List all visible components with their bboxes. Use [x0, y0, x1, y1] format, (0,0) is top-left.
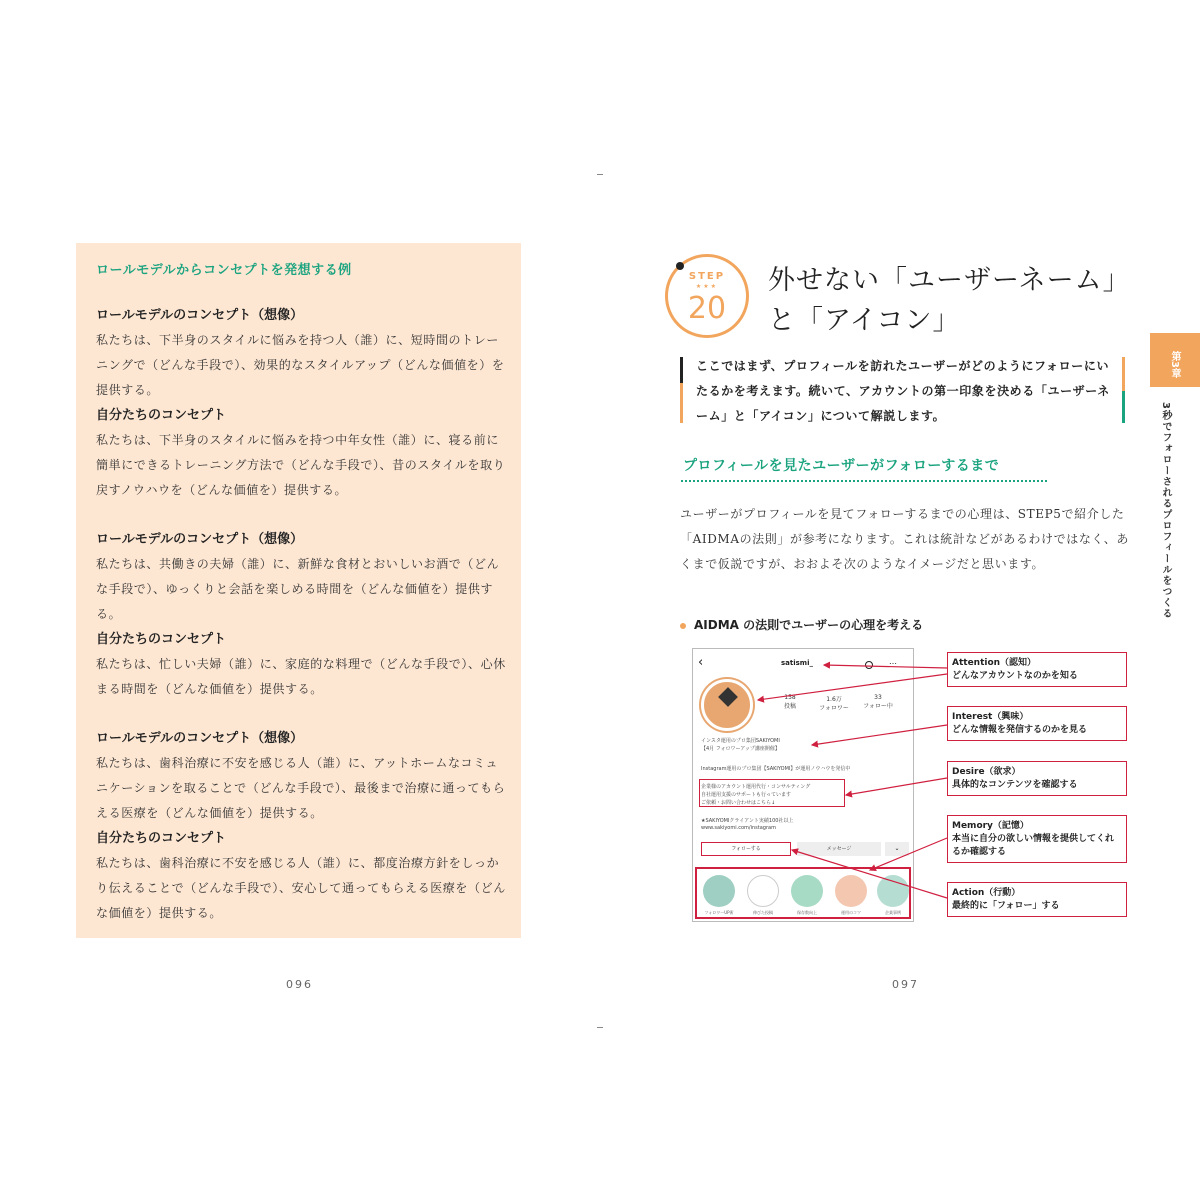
bio-highlight-box	[699, 779, 845, 807]
own-concept-title: 自分たちのコンセプト	[96, 408, 227, 423]
own-concept-text: 私たちは、忙しい夫婦（誰）に、家庭的な料理で（どんな手段で）、心休まる時間を（どんな価値を）提供する。	[96, 657, 506, 696]
page-number-right: 097	[892, 978, 919, 991]
bio-line: Instagram運用のプロ集団【SAKIYOMI】が運用ノウハウを発信中	[701, 766, 851, 772]
highlight-label: 企業事例	[885, 910, 901, 915]
bio-link[interactable]: www.sakiyomi.com/instagram	[701, 825, 776, 831]
highlight-circle[interactable]	[703, 875, 735, 907]
aidma-attention-box	[947, 652, 1127, 687]
stat-posts-label: 投稿	[783, 703, 796, 710]
highlight-circle[interactable]	[877, 875, 909, 907]
figure-caption-text: AIDMA の法則でユーザーの心理を考える	[694, 618, 924, 632]
intro-text: ここではまず、プロフィールを訪れたユーザーがどのようにフォローにいたるかを考えます。続いて、アカウントの第一印象を決める「ユーザーネーム」と「アイコン」について解説します。	[696, 359, 1110, 423]
stat-followers-num: 1.6万	[826, 696, 842, 703]
crop-mark-top	[597, 174, 603, 175]
page-number-left: 096	[286, 978, 313, 991]
own-concept-title: 自分たちのコンセプト	[96, 632, 227, 647]
message-button[interactable]: メッセージ	[797, 842, 881, 856]
highlight-label: フォロワーUP術	[704, 910, 734, 915]
role-model-concept-text: 私たちは、下半身のスタイルに悩みを持つ人（誰）に、短時間のトレーニングで（どんな手段で）、効果的なスタイルアップ（どんな価値を）を提供する。	[96, 333, 505, 397]
highlight-circle[interactable]	[791, 875, 823, 907]
role-model-concept-text: 私たちは、共働きの夫婦（誰）に、新鮮な食材とおいしいお酒で（どんな手段で）、ゆっくりと会話を楽しめる時間を（どんな価値を）提供する。	[96, 557, 500, 621]
example-block-2	[96, 527, 506, 702]
bio-line: ご依頼・お問い合わせはこちら↓	[701, 800, 776, 806]
aidma-desire-desc: 具体的なコンテンツを確認する	[952, 780, 1078, 790]
aidma-memory-desc: 本当に自分の欲しい情報を提供してくれるか確認する	[952, 834, 1115, 857]
suggest-dropdown-button[interactable]: ⌄	[885, 842, 909, 856]
aidma-action-title: Action（行動）	[952, 888, 1021, 898]
role-model-concept-title: ロールモデルのコンセプト（想像）	[96, 532, 304, 547]
bio-line: 企業様のアカウント運用代行・コンサルティング	[701, 784, 811, 790]
own-concept-title: 自分たちのコンセプト	[96, 831, 227, 846]
bio-line: 【4月 フォロワーアップ講座開催】	[701, 746, 780, 752]
aidma-action-box	[947, 882, 1127, 917]
example-block-1	[96, 303, 506, 503]
aidma-interest-box	[947, 706, 1127, 741]
figure-caption	[680, 616, 923, 633]
highlight-label: 運用のコツ	[841, 910, 861, 915]
profile-avatar	[701, 679, 753, 731]
stat-posts-num: 158	[784, 694, 796, 701]
crop-mark-bottom	[597, 1027, 603, 1028]
bio-line: インスタ運用のプロ集団SAKIYOMI	[701, 738, 780, 744]
highlight-label: 保存数向上	[797, 910, 817, 915]
own-concept-text: 私たちは、下半身のスタイルに悩みを持つ中年女性（誰）に、寝る前に簡単にできるトレーニング方法で（どんな手段で）、昔のスタイルを取り戻すノウハウを（どんな価値を）提供する。	[96, 433, 506, 497]
aidma-attention-desc: どんなアカウントなのかを知る	[952, 671, 1078, 681]
intro-bar-right-bottom	[1122, 391, 1125, 423]
stat-posts	[775, 694, 805, 710]
aidma-desire-title: Desire（欲求）	[952, 767, 1021, 777]
role-model-concept-title: ロールモデルのコンセプト（想像）	[96, 731, 304, 746]
profile-screenshot	[692, 648, 914, 922]
example-box-heading: ロールモデルからコンセプトを発想する例	[96, 263, 352, 278]
intro-bar-left-top	[680, 357, 683, 383]
role-model-concept-text: 私たちは、歯科治療に不安を感じる人（誰）に、アットホームなコミュニケーションを取ることで（どんな手段で）、最後まで治療に通ってもらえる医療を（どんな価値を）提供する。	[96, 756, 506, 820]
example-block-3	[96, 726, 506, 926]
aidma-memory-box	[947, 815, 1127, 863]
own-concept-text: 私たちは、歯科治療に不安を感じる人（誰）に、都度治療方針をしっかり伝えることで（どんな手段で）、安心して通ってもらえる医療を（どんな価値を）提供する。	[96, 856, 506, 920]
intro-bar-left-bottom	[680, 383, 683, 423]
stat-followers	[819, 694, 849, 712]
chapter-tab: 第3章	[1150, 333, 1200, 387]
aidma-interest-title: Interest（興味）	[952, 712, 1029, 722]
step-dot-icon	[676, 262, 684, 270]
avatar-logo-icon	[718, 687, 738, 707]
highlight-circle[interactable]	[747, 875, 779, 907]
stat-following-label: フォロー中	[863, 703, 893, 710]
page-title-line-1: 外せない「ユーザーネーム」	[768, 265, 1131, 296]
stat-followers-label: フォロワー	[819, 705, 849, 712]
intro-bar-right-top	[1122, 357, 1125, 391]
highlight-circle[interactable]	[835, 875, 867, 907]
back-arrow-icon: ‹	[698, 655, 704, 670]
story-highlights	[695, 867, 911, 919]
stat-following	[863, 694, 893, 710]
step-stars: ★★★	[695, 283, 719, 290]
aidma-action-desc: 最終的に「フォロー」する	[952, 901, 1060, 911]
profile-username: satismi_	[781, 659, 813, 667]
stat-following-num: 33	[874, 694, 882, 701]
bio-line: 自社運用支援のサポートも行っています	[701, 792, 792, 798]
notification-icon	[865, 661, 873, 669]
example-box	[76, 243, 521, 938]
page-title-line-2: と「アイコン」	[768, 305, 961, 336]
bullet-dot-icon	[680, 623, 686, 629]
aidma-interest-desc: どんな情報を発信するのかを見る	[952, 725, 1088, 735]
section-underline	[681, 480, 1047, 482]
section-heading: プロフィールを見たユーザーがフォローするまで	[683, 458, 1000, 474]
step-label: STEP	[688, 271, 726, 282]
aidma-attention-title: Attention（認知）	[952, 658, 1037, 668]
aidma-desire-box	[947, 761, 1127, 796]
body-text: ユーザーがプロフィールを見てフォローするまでの心理は、STEP5で紹介した「AIDMAの法則」が参考になります。これは統計などがあるわけではなく、あくまで仮説ですが、おおよそ次のようなイメージだと思います。	[680, 507, 1129, 571]
step-number: 20	[687, 291, 727, 326]
more-options-icon: …	[889, 657, 897, 666]
follow-button[interactable]: フォローする	[701, 842, 791, 856]
bio-line: ★SAKIYOMIクライアント実績100社以上	[701, 818, 794, 824]
highlight-label: 伸びた投稿	[753, 910, 773, 915]
role-model-concept-title: ロールモデルのコンセプト（想像）	[96, 308, 304, 323]
chapter-title-vertical: 3秒でフォローされるプロフィールをつくる	[1160, 402, 1171, 619]
aidma-memory-title: Memory（記憶）	[952, 821, 1029, 831]
